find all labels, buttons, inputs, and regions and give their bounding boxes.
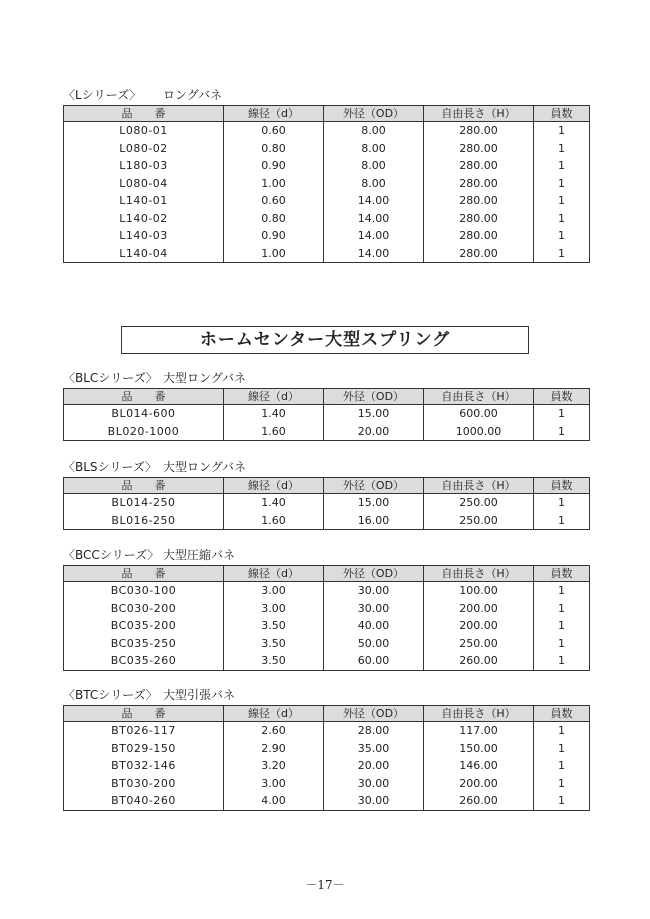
cell-part: BC030-200 <box>64 600 224 618</box>
table-row <box>64 652 590 670</box>
header-part: 品番 <box>64 389 224 405</box>
header-length: 自由長さ（H） <box>424 706 534 722</box>
series-label: 〈BTCシリーズ〉 <box>63 688 158 702</box>
cell-qty: 1 <box>534 210 590 228</box>
cell-part: BL016-250 <box>64 512 224 530</box>
cell-wire: 3.50 <box>224 652 324 670</box>
cell-qty: 1 <box>534 617 590 635</box>
header-od: 外径（OD） <box>324 106 424 122</box>
spec-table <box>63 477 590 530</box>
cell-qty: 1 <box>534 157 590 175</box>
cell-wire: 3.00 <box>224 775 324 793</box>
cell-wire: 2.90 <box>224 740 324 758</box>
cell-od: 30.00 <box>324 582 424 600</box>
table-row <box>64 423 590 441</box>
section-title <box>63 687 589 703</box>
cell-length: 117.00 <box>424 722 534 740</box>
header-qty: 員数 <box>534 106 590 122</box>
cell-od: 8.00 <box>324 175 424 193</box>
cell-od: 40.00 <box>324 617 424 635</box>
table-row <box>64 175 590 193</box>
cell-length: 260.00 <box>424 652 534 670</box>
table-row <box>64 512 590 530</box>
cell-wire: 1.40 <box>224 494 324 512</box>
cell-od: 14.00 <box>324 210 424 228</box>
cell-od: 60.00 <box>324 652 424 670</box>
header-od: 外径（OD） <box>324 566 424 582</box>
banner-title: ホームセンター大型スプリング <box>121 326 529 354</box>
cell-wire: 4.00 <box>224 792 324 810</box>
series-label: 〈BCCシリーズ〉 <box>63 548 160 562</box>
cell-part: BT030-200 <box>64 775 224 793</box>
cell-length: 280.00 <box>424 210 534 228</box>
section-title <box>63 87 589 103</box>
table-row <box>64 192 590 210</box>
section-4 <box>63 687 589 811</box>
cell-qty: 1 <box>534 635 590 653</box>
header-length: 自由長さ（H） <box>424 389 534 405</box>
table-row <box>64 600 590 618</box>
cell-qty: 1 <box>534 192 590 210</box>
header-od: 外径（OD） <box>324 706 424 722</box>
table-row <box>64 494 590 512</box>
header-row <box>64 106 590 122</box>
cell-qty: 1 <box>534 175 590 193</box>
table-row <box>64 740 590 758</box>
cell-wire: 1.60 <box>224 512 324 530</box>
cell-qty: 1 <box>534 722 590 740</box>
cell-wire: 3.00 <box>224 600 324 618</box>
table-row <box>64 757 590 775</box>
cell-part: L140-04 <box>64 245 224 263</box>
cell-qty: 1 <box>534 512 590 530</box>
cell-qty: 1 <box>534 494 590 512</box>
cell-wire: 2.60 <box>224 722 324 740</box>
cell-wire: 0.80 <box>224 210 324 228</box>
cell-wire: 0.90 <box>224 227 324 245</box>
cell-od: 14.00 <box>324 245 424 263</box>
cell-qty: 1 <box>534 405 590 423</box>
cell-od: 14.00 <box>324 192 424 210</box>
cell-length: 250.00 <box>424 494 534 512</box>
cell-part: L080-02 <box>64 140 224 158</box>
cell-wire: 0.80 <box>224 140 324 158</box>
cell-od: 8.00 <box>324 122 424 140</box>
header-length: 自由長さ（H） <box>424 566 534 582</box>
cell-wire: 0.60 <box>224 122 324 140</box>
cell-length: 250.00 <box>424 512 534 530</box>
section-title <box>63 370 589 386</box>
table-row <box>64 245 590 263</box>
cell-qty: 1 <box>534 227 590 245</box>
header-wire: 線径（d） <box>224 566 324 582</box>
spec-table <box>63 105 590 263</box>
cell-od: 8.00 <box>324 140 424 158</box>
cell-part: BL014-250 <box>64 494 224 512</box>
table-row <box>64 405 590 423</box>
cell-part: L140-02 <box>64 210 224 228</box>
cell-qty: 1 <box>534 792 590 810</box>
header-part: 品番 <box>64 478 224 494</box>
spec-table <box>63 388 590 441</box>
table-row <box>64 617 590 635</box>
cell-qty: 1 <box>534 600 590 618</box>
cell-qty: 1 <box>534 423 590 441</box>
cell-wire: 1.00 <box>224 245 324 263</box>
table-row <box>64 210 590 228</box>
section-3 <box>63 547 589 671</box>
cell-wire: 3.20 <box>224 757 324 775</box>
cell-od: 28.00 <box>324 722 424 740</box>
cell-length: 146.00 <box>424 757 534 775</box>
header-qty: 員数 <box>534 478 590 494</box>
table-row <box>64 140 590 158</box>
cell-qty: 1 <box>534 740 590 758</box>
header-qty: 員数 <box>534 706 590 722</box>
table-row <box>64 722 590 740</box>
table-row <box>64 227 590 245</box>
cell-qty: 1 <box>534 775 590 793</box>
cell-qty: 1 <box>534 582 590 600</box>
cell-length: 280.00 <box>424 157 534 175</box>
cell-part: BC030-100 <box>64 582 224 600</box>
header-row <box>64 706 590 722</box>
cell-part: L140-01 <box>64 192 224 210</box>
cell-length: 200.00 <box>424 617 534 635</box>
table-row <box>64 582 590 600</box>
header-od: 外径（OD） <box>324 478 424 494</box>
header-part: 品番 <box>64 106 224 122</box>
header-part: 品番 <box>64 706 224 722</box>
cell-od: 8.00 <box>324 157 424 175</box>
header-wire: 線径（d） <box>224 478 324 494</box>
series-name: 大型圧縮バネ <box>163 548 236 562</box>
series-name: 大型ロングバネ <box>163 460 247 474</box>
cell-length: 280.00 <box>424 122 534 140</box>
cell-od: 30.00 <box>324 775 424 793</box>
cell-part: BC035-250 <box>64 635 224 653</box>
cell-wire: 3.00 <box>224 582 324 600</box>
series-name: 大型ロングバネ <box>163 371 247 385</box>
cell-length: 200.00 <box>424 775 534 793</box>
header-wire: 線径（d） <box>224 106 324 122</box>
cell-part: BT029-150 <box>64 740 224 758</box>
cell-length: 280.00 <box>424 192 534 210</box>
cell-length: 260.00 <box>424 792 534 810</box>
table-row <box>64 775 590 793</box>
cell-qty: 1 <box>534 652 590 670</box>
cell-od: 16.00 <box>324 512 424 530</box>
cell-od: 15.00 <box>324 494 424 512</box>
page-number: －17－ <box>305 878 345 892</box>
cell-od: 15.00 <box>324 405 424 423</box>
cell-od: 30.00 <box>324 792 424 810</box>
table-row <box>64 792 590 810</box>
cell-part: BL014-600 <box>64 405 224 423</box>
table-row <box>64 157 590 175</box>
header-length: 自由長さ（H） <box>424 478 534 494</box>
cell-part: BC035-260 <box>64 652 224 670</box>
header-wire: 線径（d） <box>224 706 324 722</box>
header-row <box>64 478 590 494</box>
table-row <box>64 122 590 140</box>
spec-table <box>63 565 590 671</box>
cell-part: BL020-1000 <box>64 423 224 441</box>
cell-wire: 0.90 <box>224 157 324 175</box>
cell-part: L180-03 <box>64 157 224 175</box>
cell-part: BC035-200 <box>64 617 224 635</box>
cell-part: BT032-146 <box>64 757 224 775</box>
header-qty: 員数 <box>534 566 590 582</box>
cell-length: 100.00 <box>424 582 534 600</box>
cell-qty: 1 <box>534 140 590 158</box>
table-row <box>64 635 590 653</box>
cell-od: 14.00 <box>324 227 424 245</box>
header-part: 品番 <box>64 566 224 582</box>
cell-wire: 1.40 <box>224 405 324 423</box>
header-od: 外径（OD） <box>324 389 424 405</box>
cell-part: L080-04 <box>64 175 224 193</box>
cell-wire: 3.50 <box>224 617 324 635</box>
section-1 <box>63 370 589 441</box>
cell-od: 20.00 <box>324 423 424 441</box>
cell-length: 280.00 <box>424 140 534 158</box>
cell-part: L140-03 <box>64 227 224 245</box>
cell-wire: 3.50 <box>224 635 324 653</box>
cell-wire: 1.60 <box>224 423 324 441</box>
cell-length: 250.00 <box>424 635 534 653</box>
cell-od: 50.00 <box>324 635 424 653</box>
cell-length: 280.00 <box>424 227 534 245</box>
header-qty: 員数 <box>534 389 590 405</box>
cell-od: 30.00 <box>324 600 424 618</box>
section-2 <box>63 459 589 530</box>
spec-table <box>63 705 590 811</box>
header-length: 自由長さ（H） <box>424 106 534 122</box>
cell-part: BT040-260 <box>64 792 224 810</box>
cell-length: 600.00 <box>424 405 534 423</box>
series-label: 〈Lシリーズ〉 <box>63 88 142 102</box>
cell-part: BT026-117 <box>64 722 224 740</box>
cell-qty: 1 <box>534 245 590 263</box>
cell-length: 280.00 <box>424 245 534 263</box>
series-name: 大型引張バネ <box>163 688 236 702</box>
cell-part: L080-01 <box>64 122 224 140</box>
series-label: 〈BLSシリーズ〉 <box>63 460 157 474</box>
header-row <box>64 566 590 582</box>
section-0 <box>63 87 589 263</box>
cell-wire: 1.00 <box>224 175 324 193</box>
cell-wire: 0.60 <box>224 192 324 210</box>
header-wire: 線径（d） <box>224 389 324 405</box>
cell-od: 20.00 <box>324 757 424 775</box>
series-name: ロングバネ <box>163 88 223 102</box>
cell-qty: 1 <box>534 757 590 775</box>
cell-length: 280.00 <box>424 175 534 193</box>
cell-length: 1000.00 <box>424 423 534 441</box>
section-title <box>63 547 589 563</box>
cell-length: 150.00 <box>424 740 534 758</box>
section-title <box>63 459 589 475</box>
header-row <box>64 389 590 405</box>
cell-od: 35.00 <box>324 740 424 758</box>
cell-qty: 1 <box>534 122 590 140</box>
cell-length: 200.00 <box>424 600 534 618</box>
series-label: 〈BLCシリーズ〉 <box>63 371 158 385</box>
